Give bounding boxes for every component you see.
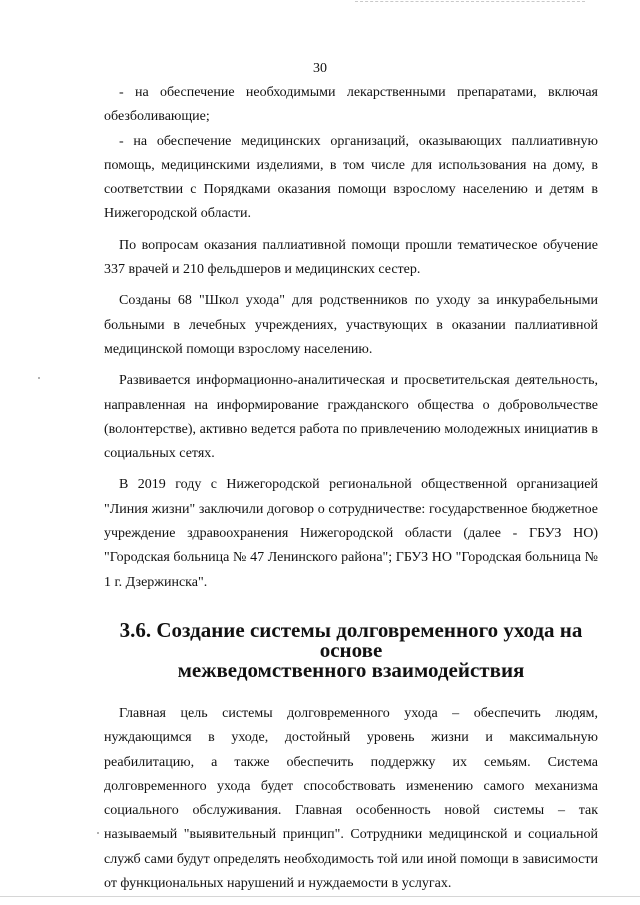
scan-speck	[97, 832, 99, 834]
paragraph-volunteering: Развивается информационно-аналитическая и просветительская деятельность, направленная на информирование гражданского общества о добровольчестве (волонтерстве), активно ведется работа по привлечению молодежных инициатив в социальных сетях.	[104, 373, 598, 462]
paragraph-long-term-care-goal: Главная цель системы долговременного ухода – обеспечить людям, нуждающимся в уходе, достойный уровень жизни и максимальную реабилитацию, а также обеспечить поддержку их семьям. Система долговременного ухода будет способствовать изменению самого механизма социального обслуживания. Главная особенность новой системы – так называемый "выявительный принцип". Сотрудники медицинской и социальной служб сами будут определять необходимость той или иной помощи в зависимости от функциональных нарушений и нуждаемости в услугах.	[104, 705, 598, 892]
section-heading	[104, 617, 598, 682]
paragraph-medical-devices: - на обеспечение медицинских организаций, оказывающих паллиативную помощь, медицинскими изделиями, в том числе для использования на дому, в соответствии с Порядками оказания помощи взрослому населению и детям в Нижегородской области.	[104, 133, 598, 222]
scan-speck	[38, 377, 40, 379]
document-body	[104, 81, 598, 896]
paragraph-care-schools: Созданы 68 "Школ ухода" для родственников по уходу за инкурабельными больными в лечебных учреждениях, участвующих в оказании паллиативной медицинской помощи взрослому населению.	[104, 293, 598, 357]
section-heading-line-2: межведомственного взаимодействия	[177, 657, 525, 682]
section-heading-line-1: 3.6. Создание системы долговременного ухода на основе	[119, 617, 583, 662]
paragraph-cooperation-agreement: В 2019 году с Нижегородской региональной общественной организацией "Линия жизни" заключили договор о сотрудничестве: государственное бюджетное учреждение здравоохранения Нижегородской области (далее - ГБУЗ НО) "Городская больница № 47 Ленинского района"; ГБУЗ НО "Городская больница № 1 г. Дзержинска".	[104, 477, 598, 590]
scan-artifact-top	[355, 1, 585, 2]
scan-artifact-bottom	[0, 896, 640, 897]
paragraph-training: По вопросам оказания паллиативной помощи прошли тематическое обучение 337 врачей и 210 фельдшеров и медицинских сестер.	[104, 237, 598, 278]
paragraph-medicines: - на обеспечение необходимыми лекарственными препаратами, включая обезболивающие;	[104, 85, 598, 125]
page-number: 30	[313, 61, 327, 76]
